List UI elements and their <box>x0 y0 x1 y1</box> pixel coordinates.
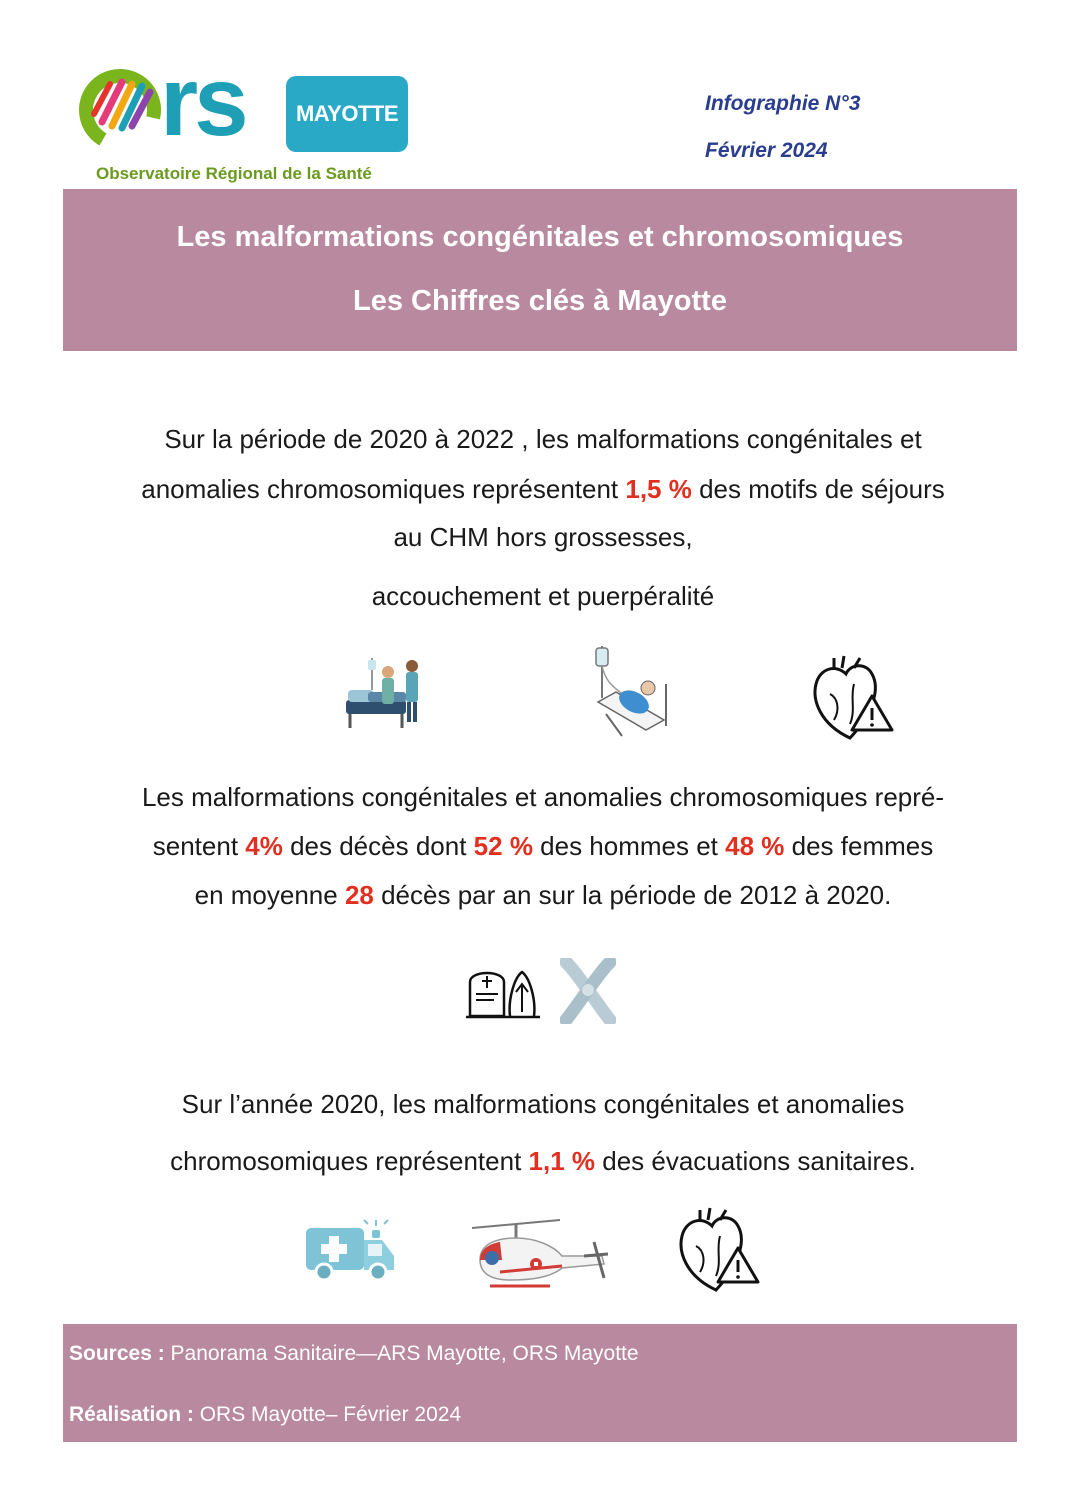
section3-line2 <box>63 1146 1023 1177</box>
stat-stays-share: 1,5 % <box>625 474 692 504</box>
chromosome-icon <box>560 958 616 1024</box>
page-subtitle: Les Chiffres clés à Mayotte <box>353 285 727 317</box>
header-info <box>705 80 860 174</box>
grave-mourning-icon <box>464 962 544 1020</box>
section2-text: en moyenne <box>194 880 345 910</box>
heart-warning-icon <box>676 1206 760 1294</box>
ors-logo <box>76 46 416 188</box>
section2-text: des décès dont <box>282 831 474 861</box>
stat-deaths-share: 4% <box>245 831 283 861</box>
section2-line2 <box>63 831 1023 862</box>
footer-realisation <box>69 1403 461 1427</box>
patient-bed-icon <box>586 644 672 740</box>
section2-line3 <box>63 880 1023 911</box>
logo-badge: MAYOTTE <box>286 76 408 152</box>
sources-text: Panorama Sanitaire—ARS Mayotte, ORS Mayotte <box>164 1342 639 1365</box>
stat-evacuations-share: 1,1 % <box>528 1146 596 1176</box>
logo-brand-text: rs <box>160 46 245 156</box>
sources-label: Sources : <box>69 1342 165 1365</box>
section1-line1: Sur la période de 2020 à 2022 , les malformations congénitales et <box>164 424 922 454</box>
logo-caption: Observatoire Régional de la Santé <box>96 164 372 183</box>
stat-deaths-per-year: 28 <box>344 880 374 910</box>
section2-text: des femmes <box>784 831 934 861</box>
section2-text: des hommes et <box>532 831 726 861</box>
hospital-room-icon <box>342 656 426 732</box>
realisation-text: ORS Mayotte– Février 2024 <box>193 1403 462 1426</box>
section1-line4: accouchement et puerpéralité <box>371 581 715 611</box>
section2-text: décès par an sur la période de 2012 à 2020. <box>373 880 892 910</box>
section3-text: chromosomiques représentent <box>170 1146 529 1176</box>
helicopter-icon <box>470 1216 610 1292</box>
section1-line3: au CHM hors grossesses, <box>393 522 693 552</box>
infographic-number: Infographie N°3 <box>705 92 861 115</box>
ambulance-icon <box>302 1218 398 1284</box>
realisation-label: Réalisation : <box>69 1403 194 1426</box>
ors-logo-mark <box>76 66 162 152</box>
section3-text: des évacuations sanitaires. <box>595 1146 916 1176</box>
stat-men-share: 52 % <box>473 831 533 861</box>
section1-text: des motifs de séjours <box>691 474 945 504</box>
title-banner <box>63 189 1017 351</box>
section2-line1: Les malformations congénitales et anomalies chromosomiques repré- <box>141 782 945 812</box>
section1-line2 <box>63 474 1023 505</box>
heart-warning-icon <box>810 654 894 742</box>
publication-date: Février 2024 <box>705 139 828 162</box>
footer-banner <box>63 1324 1017 1442</box>
section1-text: anomalies chromosomiques représentent <box>141 474 626 504</box>
stat-women-share: 48 % <box>725 831 785 861</box>
footer-sources <box>69 1342 639 1366</box>
section2-text: sentent <box>152 831 246 861</box>
page-title: Les malformations congénitales et chromosomiques <box>176 221 904 253</box>
section3-line1: Sur l’année 2020, les malformations congénitales et anomalies <box>181 1089 905 1119</box>
